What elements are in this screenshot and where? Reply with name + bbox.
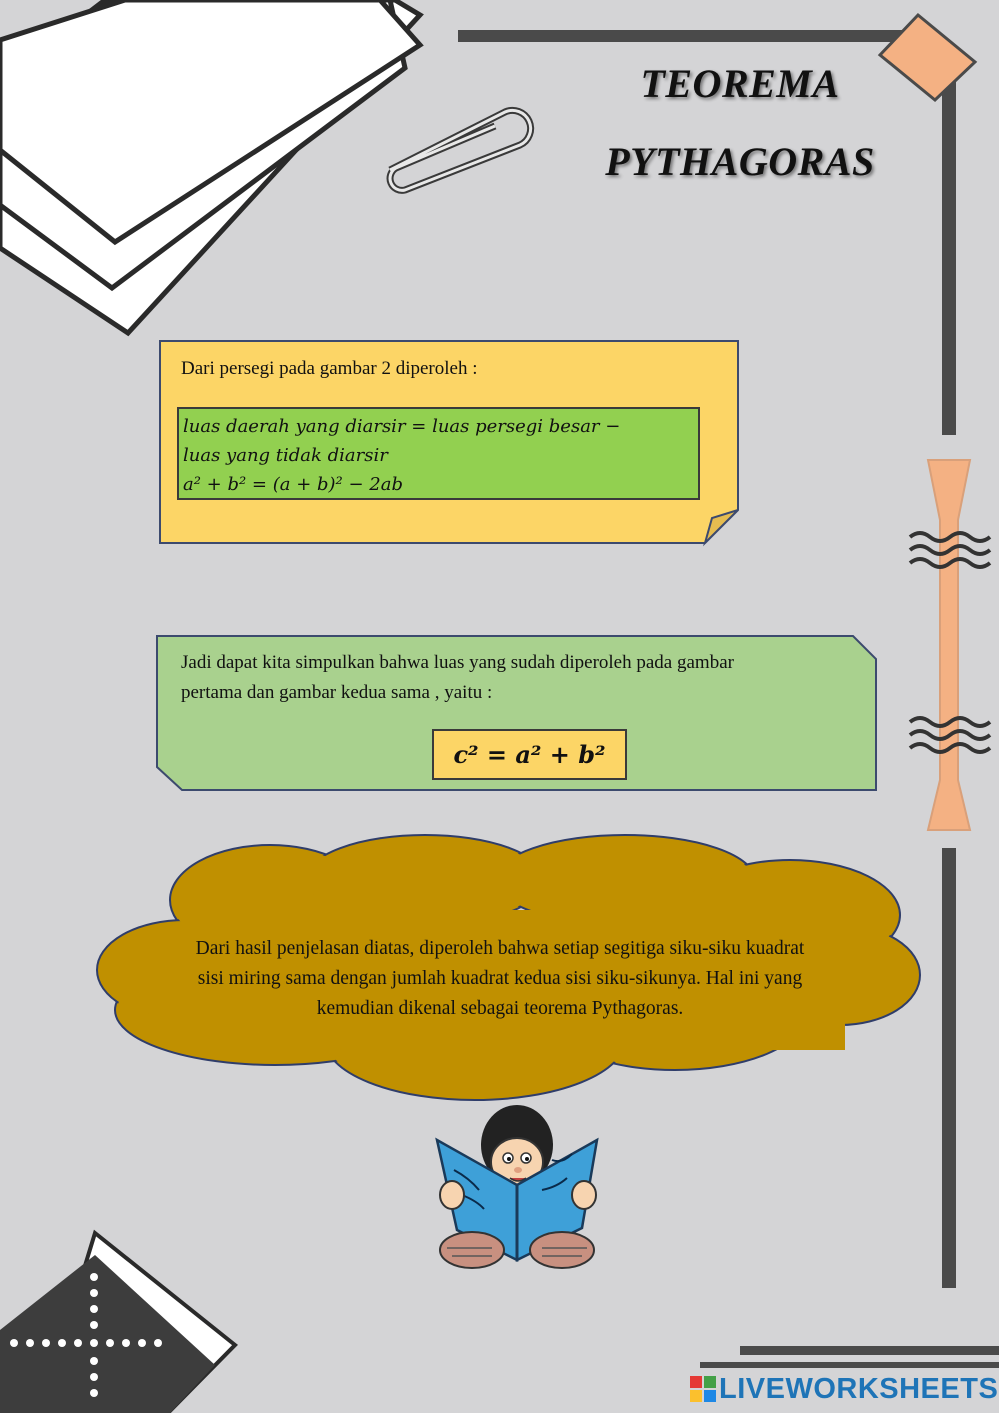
cloud-text-line-2: sisi miring sama dengan jumlah kuadrat kedua sisi siku-sikunya. Hal ini yang <box>197 968 803 989</box>
ribbon-icon <box>928 460 970 830</box>
cloud-text-line-3: kemudian dikenal sebagai teorema Pythagoras. <box>316 998 684 1019</box>
liveworksheets-logo <box>690 1372 998 1406</box>
box2-text-line-2: pertama dan gambar kedua sama , yaitu : <box>181 682 493 703</box>
box1-formula-line-2: luas yang tidak diarsir <box>183 445 388 466</box>
liveworksheets-icon <box>690 1376 716 1402</box>
box2-text-line-1: Jadi dapat kita simpulkan bahwa luas yang sudah diperoleh pada gambar <box>181 652 734 673</box>
cloud-text-line-1: Dari hasil penjelasan diatas, diperoleh bahwa setiap segitiga siku-siku kuadrat <box>195 938 805 959</box>
box1-formula-box <box>177 407 700 500</box>
tile-decoration <box>0 1225 240 1413</box>
pythagoras-formula: c² = a² + b² <box>453 740 606 769</box>
cloud-text <box>120 934 880 1024</box>
boy-reading-book-illustration <box>432 1100 602 1275</box>
box1-formula-line-3: a² + b² = (a + b)² − 2ab <box>183 474 404 495</box>
title-line-2: PYTHAGORAS <box>605 139 875 184</box>
liveworksheets-text: LIVEWORKSHEETS <box>719 1372 999 1405</box>
box1-formula-line-1: luas daerah yang diarsir = luas persegi besar − <box>183 416 621 437</box>
title-line-1: TEOREMA <box>640 61 840 106</box>
box1-intro: Dari persegi pada gambar 2 diperoleh : <box>181 358 478 379</box>
box2-formula-box <box>432 729 627 780</box>
